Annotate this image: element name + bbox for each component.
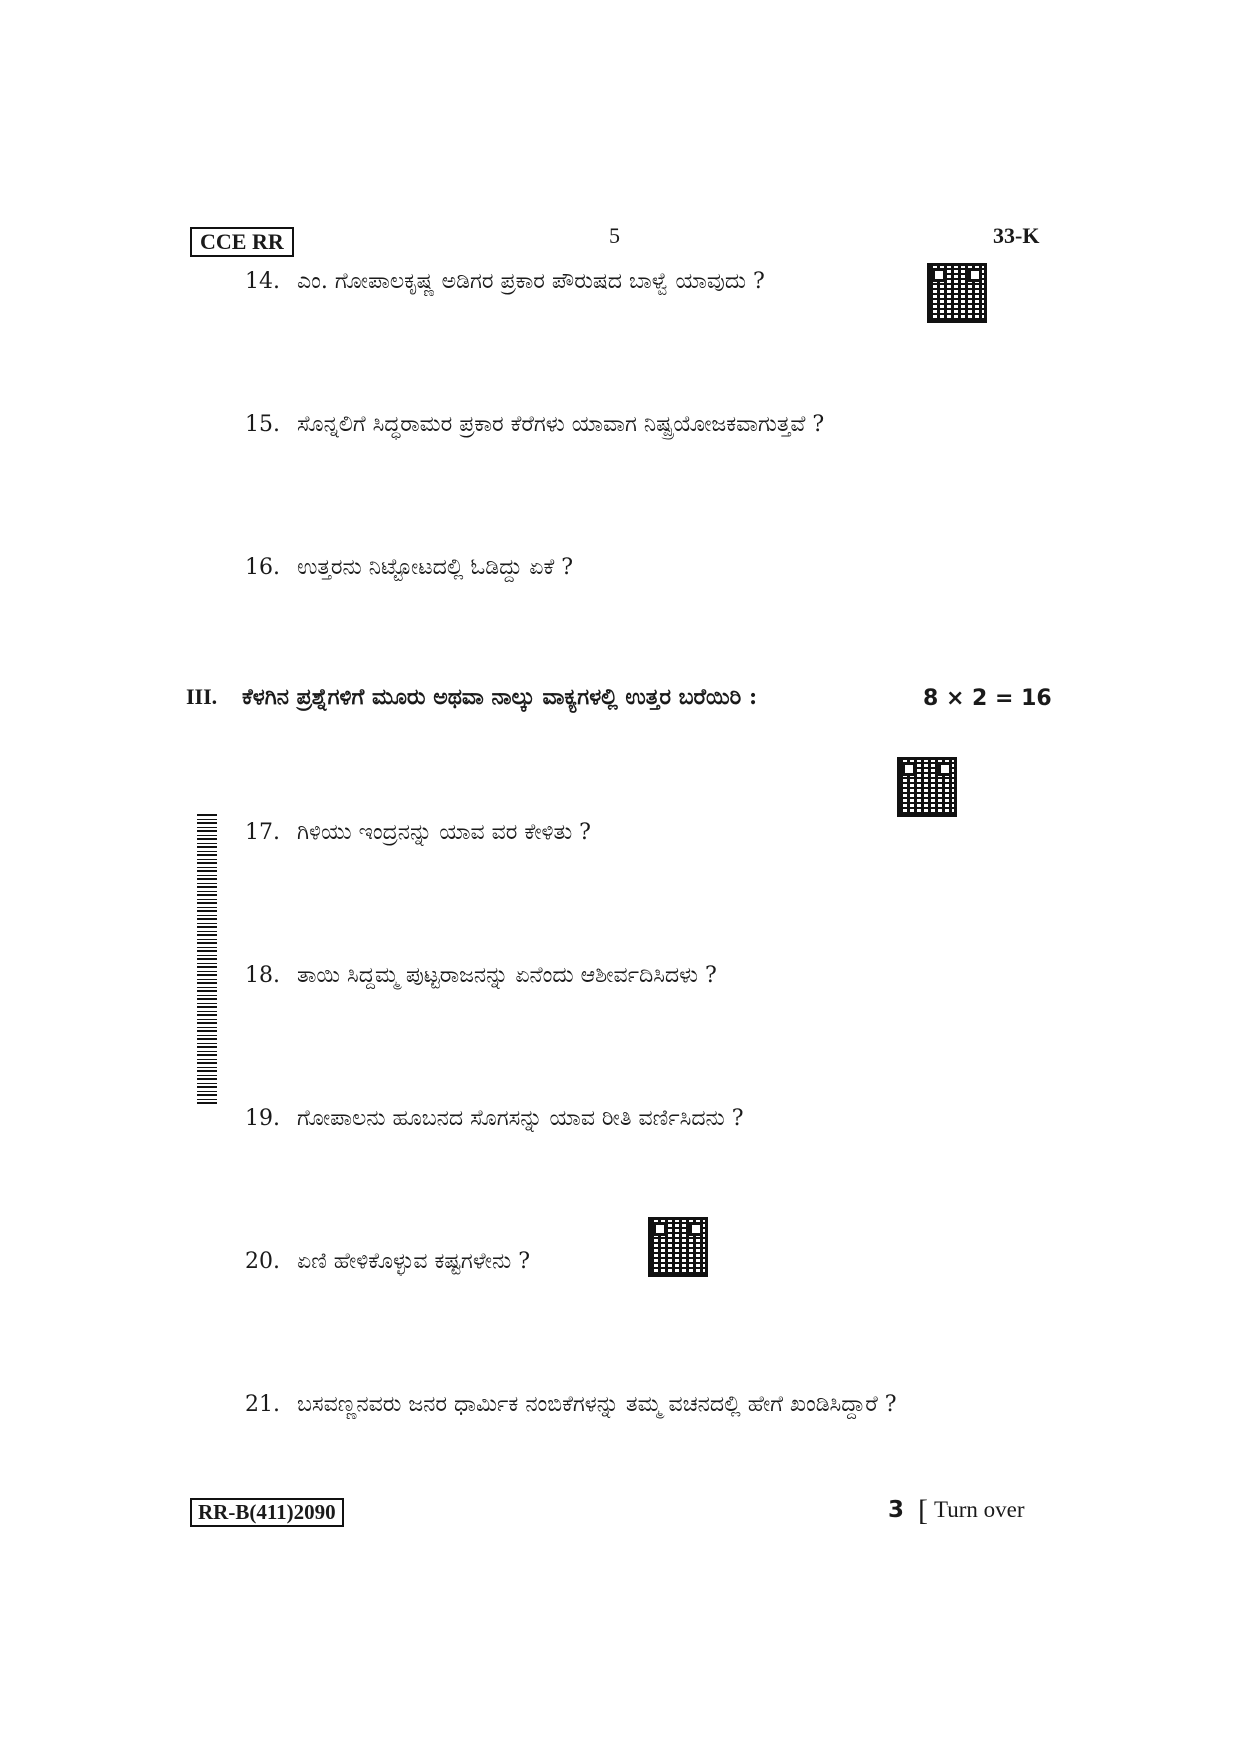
question-text: ಏಣಿ ಹೇಳಿಕೊಳ್ಳುವ ಕಷ್ಟಗಳೇನು ?	[297, 1249, 530, 1274]
turn-over-label: Turn over	[934, 1497, 1025, 1522]
question-number: 14.	[245, 269, 280, 294]
qr-code-icon	[927, 263, 987, 323]
bracket: [	[918, 1494, 929, 1527]
paper-code: CCE RR	[200, 229, 284, 254]
paper-series-code: RR-B(411)2090	[190, 1498, 344, 1527]
question-text: ಬಸವಣ್ಣನವರು ಜನರ ಧಾರ್ಮಿಕ ನಂಬಿಕೆಗಳನ್ನು ತಮ್ಮ ವಚನದಲ್ಲಿ ಹೇಗೆ ಖಂಡಿಸಿದ್ದಾರೆ ?	[297, 1392, 897, 1417]
qr-code-icon	[897, 757, 957, 817]
sheet-number: 3	[888, 1497, 905, 1523]
question-text: ತಾಯಿ ಸಿದ್ದಮ್ಮ ಪುಟ್ಟರಾಜನನ್ನು ಏನೆಂದು ಆಶೀರ್ವದಿಸಿದಳು ?	[297, 963, 717, 988]
question-item	[245, 818, 591, 848]
question-number: 21.	[245, 1392, 280, 1417]
section-number: III.	[186, 684, 218, 709]
question-text: ಸೊನ್ನಲಿಗೆ ಸಿದ್ಧರಾಮರ ಪ್ರಕಾರ ಕೆರೆಗಳು ಯಾವಾಗ ನಿಷ್ಪ್ರಯೋಜಕವಾಗುತ್ತವೆ ?	[297, 412, 825, 437]
question-item	[245, 1104, 744, 1134]
paper-code-box	[190, 227, 294, 257]
question-number: 20.	[245, 1249, 280, 1274]
question-item	[245, 1247, 530, 1277]
question-item	[245, 1390, 897, 1420]
question-number: 15.	[245, 412, 280, 437]
question-item	[245, 961, 717, 991]
footer-turn-over	[888, 1494, 1025, 1528]
question-item	[245, 553, 573, 583]
section-instruction: ಕೆಳಗಿನ ಪ್ರಶ್ನೆಗಳಿಗೆ ಮೂರು ಅಥವಾ ನಾಲ್ಕು ವಾಕ್ಯಗಳಲ್ಲಿ ಉತ್ತರ ಬರೆಯಿರಿ :	[242, 684, 758, 710]
question-number: 19.	[245, 1106, 280, 1131]
qr-code-icon	[648, 1217, 708, 1277]
question-text: ಎಂ. ಗೋಪಾಲಕೃಷ್ಣ ಅಡಿಗರ ಪ್ರಕಾರ ಪೌರುಷದ ಬಾಳ್ವೆ ಯಾವುದು ?	[297, 269, 765, 294]
question-text: ಉತ್ತರನು ನಿಟ್ಟೋಟದಲ್ಲಿ ಓಡಿದ್ದು ಏಕೆ ?	[297, 555, 574, 580]
question-item	[245, 410, 824, 440]
question-text: ಗಿಳಿಯು ಇಂದ್ರನನ್ನು ಯಾವ ವರ ಕೇಳಿತು ?	[297, 820, 591, 845]
section-marks: 8 × 2 = 16	[923, 686, 1052, 711]
question-item	[245, 267, 765, 297]
question-text: ಗೋಪಾಲನು ಹೂಬನದ ಸೊಗಸನ್ನು ಯಾವ ರೀತಿ ವರ್ಣಿಸಿದನು ?	[297, 1106, 744, 1131]
question-number: 17.	[245, 820, 280, 845]
question-number: 16.	[245, 555, 280, 580]
question-number: 18.	[245, 963, 280, 988]
barcode-icon	[197, 812, 217, 1104]
page-number: 5	[609, 223, 620, 248]
section-heading	[186, 684, 757, 710]
subject-code: 33-K	[993, 223, 1040, 248]
